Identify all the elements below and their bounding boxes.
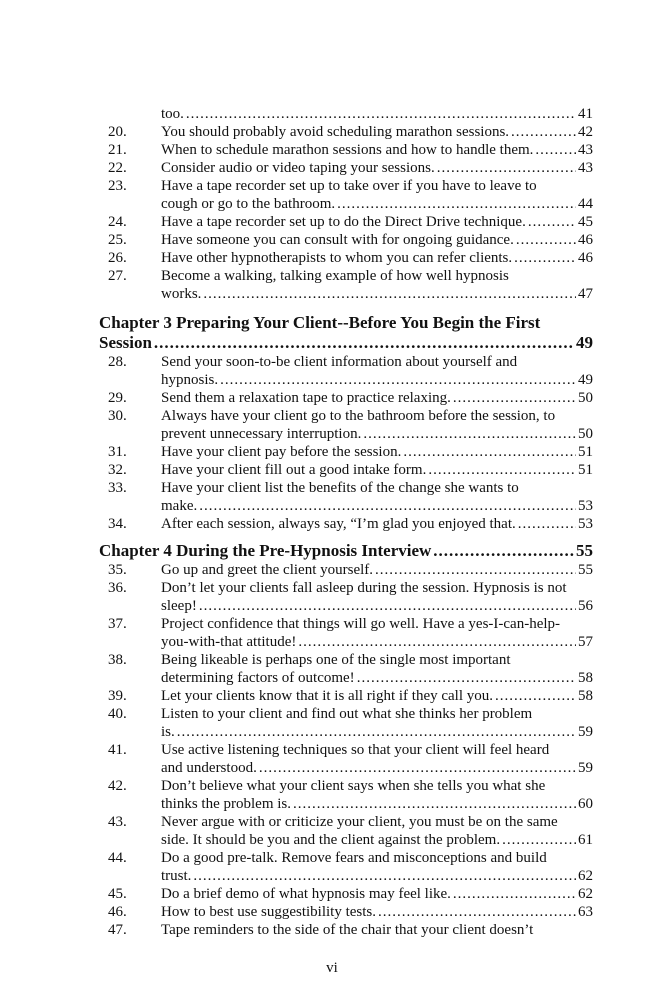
chapter-page-number: 55 <box>576 541 593 560</box>
entry-leader-line <box>161 159 593 177</box>
entry-text-line: make. <box>161 498 198 514</box>
entry-leader-line <box>161 795 593 813</box>
entry-number: 46. <box>108 904 127 920</box>
entry-text-line: Do a brief demo of what hypnosis may feel like. <box>161 886 451 902</box>
entry-page-number: 53 <box>578 498 593 514</box>
dot-leader <box>154 333 574 353</box>
entry-text-line: After each session, always say, “I’m glad you enjoyed that. <box>161 516 516 532</box>
entry-number: 37. <box>108 616 127 632</box>
entry-leader-line <box>161 867 593 885</box>
entry-number: 25. <box>108 232 127 248</box>
entry-number: 38. <box>108 652 127 668</box>
entry-page-number: 60 <box>578 796 593 812</box>
dot-leader <box>453 885 576 903</box>
dot-leader <box>293 795 576 813</box>
entry-text-line: cough or go to the bathroom. <box>161 196 336 212</box>
entry-text-line: When to schedule marathon sessions and how to handle them. <box>161 142 534 158</box>
entry-number: 22. <box>108 160 127 176</box>
entry-leader-line <box>161 723 593 741</box>
entry-leader-line <box>161 231 593 249</box>
dot-leader <box>193 867 576 885</box>
entry-page-number: 58 <box>578 670 593 686</box>
dot-leader <box>186 105 576 123</box>
entry-text-line: You should probably avoid scheduling marathon sessions. <box>161 124 510 140</box>
dot-leader <box>433 541 574 561</box>
entry-text-line: Send them a relaxation tape to practice relaxing. <box>161 390 451 406</box>
entry-leader-line <box>161 195 593 213</box>
dot-leader <box>259 759 576 777</box>
entry-text-line: Consider audio or video taping your sessions. <box>161 160 435 176</box>
entry-leader-line <box>161 213 593 231</box>
entry-page-number: 62 <box>578 886 593 902</box>
entry-text-line: Have someone you can consult with for ongoing guidance. <box>161 232 514 248</box>
entry-leader-line <box>161 371 593 389</box>
entry-text-line: Have other hypnotherapists to whom you can refer clients. <box>161 250 513 266</box>
entry-leader-line <box>161 633 593 651</box>
dot-leader <box>363 425 576 443</box>
dot-leader <box>511 123 576 141</box>
entry-number: 34. <box>108 516 127 532</box>
entry-text-line: Tape reminders to the side of the chair that your client doesn’t <box>161 922 534 938</box>
entry-text-line: Project confidence that things will go well. Have a yes-I-can-help- <box>161 616 561 632</box>
chapter-heading-text: Chapter 4 During the Pre-Hypnosis Interview <box>99 541 432 560</box>
dot-leader <box>502 831 576 849</box>
dot-leader <box>375 561 576 579</box>
entry-page-number: 45 <box>578 214 593 230</box>
entry-number: 31. <box>108 444 127 460</box>
entry-leader-line <box>161 903 593 921</box>
entry-leader-line <box>161 443 593 461</box>
entry-text-line: Have a tape recorder set up to do the Direct Drive technique. <box>161 214 526 230</box>
entry-leader-line <box>161 885 593 903</box>
entry-text-line: Don’t let your clients fall asleep during the session. Hypnosis is not <box>161 580 567 596</box>
entry-leader-line <box>161 425 593 443</box>
entry-text-line: works. <box>161 286 202 302</box>
entry-number: 40. <box>108 706 127 722</box>
entry-number: 44. <box>108 850 127 866</box>
entry-page-number: 51 <box>578 444 593 460</box>
entry-page-number: 43 <box>578 142 593 158</box>
entry-page-number: 63 <box>578 904 593 920</box>
entry-leader-line <box>161 123 593 141</box>
chapter-heading-text: Session <box>99 333 152 352</box>
entry-text-line: Don’t believe what your client says when she tells you what she <box>161 778 546 794</box>
entry-text-line: trust. <box>161 868 192 884</box>
entry-text-line: Become a walking, talking example of how well hypnosis <box>161 268 509 284</box>
entry-number: 35. <box>108 562 127 578</box>
dot-leader <box>518 515 576 533</box>
dot-leader <box>528 213 576 231</box>
entry-number: 24. <box>108 214 127 230</box>
entry-leader-line <box>161 831 593 849</box>
entry-text-line: Have a tape recorder set up to take over if you have to leave to <box>161 178 537 194</box>
entry-text-line: side. It should be you and the client against the problem. <box>161 832 501 848</box>
entry-number: 30. <box>108 408 127 424</box>
entry-page-number: 41 <box>578 106 593 122</box>
entry-text-line: Use active listening techniques so that your client will feel heard <box>161 742 550 758</box>
entry-page-number: 44 <box>578 196 593 212</box>
entry-number: 28. <box>108 354 127 370</box>
entry-page-number: 55 <box>578 562 593 578</box>
dot-leader <box>453 389 576 407</box>
entry-number: 41. <box>108 742 127 758</box>
dot-leader <box>495 687 576 705</box>
dot-leader <box>203 285 576 303</box>
entry-number: 36. <box>108 580 127 596</box>
entry-text-line: sleep! <box>161 598 197 614</box>
entry-number: 47. <box>108 922 127 938</box>
dot-leader <box>199 497 576 515</box>
entry-page-number: 56 <box>578 598 593 614</box>
entry-text-line: Do a good pre-talk. Remove fears and misconceptions and build <box>161 850 547 866</box>
entry-text-line: Listen to your client and find out what she thinks her problem <box>161 706 533 722</box>
entry-number: 27. <box>108 268 127 284</box>
entry-text-line: you-with-that attitude! <box>161 634 297 650</box>
entry-number: 29. <box>108 390 127 406</box>
dot-leader <box>403 443 576 461</box>
entry-leader-line <box>161 497 593 515</box>
entry-text-line: hypnosis. <box>161 372 219 388</box>
entry-page-number: 62 <box>578 868 593 884</box>
dot-leader <box>357 669 576 687</box>
entry-text-line: Send your soon-to-be client information about yourself and <box>161 354 518 370</box>
entry-leader-line <box>161 687 593 705</box>
dot-leader <box>177 723 576 741</box>
chapter-heading-leader[interactable] <box>99 333 593 353</box>
entry-number: 33. <box>108 480 127 496</box>
entry-page-number: 59 <box>578 760 593 776</box>
entry-text-line: Always have your client go to the bathroom before the session, to <box>161 408 556 424</box>
entry-leader-line <box>161 105 593 123</box>
entry-text-line: is. <box>161 724 175 740</box>
dot-leader <box>428 461 576 479</box>
entry-text-line: How to best use suggestibility tests. <box>161 904 376 920</box>
entry-leader-line <box>161 285 593 303</box>
dot-leader <box>298 633 576 651</box>
entry-number: 42. <box>108 778 127 794</box>
entry-page-number: 46 <box>578 232 593 248</box>
entry-text-line: Go up and greet the client yourself. <box>161 562 374 578</box>
entry-page-number: 49 <box>578 372 593 388</box>
entry-leader-line <box>161 561 593 579</box>
entry-number: 26. <box>108 250 127 266</box>
entry-number: 45. <box>108 886 127 902</box>
entry-page-number: 59 <box>578 724 593 740</box>
entry-number: 21. <box>108 142 127 158</box>
entry-text-line: Never argue with or criticize your client, you must be on the same <box>161 814 558 830</box>
entry-number: 39. <box>108 688 127 704</box>
chapter-page-number: 49 <box>576 333 593 352</box>
chapter-heading-leader[interactable] <box>99 541 593 561</box>
entry-leader-line <box>161 597 593 615</box>
dot-leader <box>337 195 576 213</box>
entry-leader-line <box>161 389 593 407</box>
entry-text-line: Have your client pay before the session. <box>161 444 402 460</box>
dot-leader <box>437 159 576 177</box>
entry-leader-line <box>161 141 593 159</box>
entry-page-number: 51 <box>578 462 593 478</box>
entry-text-line: Have your client list the benefits of the change she wants to <box>161 480 519 496</box>
dot-leader <box>199 597 576 615</box>
entry-leader-line <box>161 759 593 777</box>
dot-leader <box>516 231 576 249</box>
entry-number: 43. <box>108 814 127 830</box>
entry-page-number: 58 <box>578 688 593 704</box>
entry-page-number: 42 <box>578 124 593 140</box>
entry-text-line: determining factors of outcome! <box>161 670 355 686</box>
entry-text-line: Let your clients know that it is all right if they call you. <box>161 688 494 704</box>
entry-page-number: 47 <box>578 286 593 302</box>
page-number: vi <box>326 960 338 976</box>
entry-leader-line <box>161 669 593 687</box>
entry-page-number: 61 <box>578 832 593 848</box>
entry-leader-line <box>161 921 593 939</box>
dot-leader <box>220 371 576 389</box>
entry-page-number: 57 <box>578 634 593 650</box>
entry-text-line: and understood. <box>161 760 257 776</box>
entry-number: 20. <box>108 124 127 140</box>
dot-leader <box>514 249 576 267</box>
entry-page-number: 46 <box>578 250 593 266</box>
chapter-heading: Chapter 3 Preparing Your Client--Before You Begin the First <box>99 313 541 332</box>
entry-leader-line <box>161 461 593 479</box>
entry-leader-line <box>161 249 593 267</box>
dot-leader <box>535 141 576 159</box>
entry-page-number: 50 <box>578 426 593 442</box>
dot-leader <box>378 903 576 921</box>
entry-number: 32. <box>108 462 127 478</box>
entry-text-line: Have your client fill out a good intake form. <box>161 462 427 478</box>
entry-page-number: 50 <box>578 390 593 406</box>
entry-page-number: 43 <box>578 160 593 176</box>
entry-leader-line <box>161 515 593 533</box>
entry-page-number: 53 <box>578 516 593 532</box>
entry-text-line: prevent unnecessary interruption. <box>161 426 362 442</box>
entry-number: 23. <box>108 178 127 194</box>
entry-text-line: too. <box>161 106 184 122</box>
entry-text-line: Being likeable is perhaps one of the single most important <box>161 652 511 668</box>
entry-text-line: thinks the problem is. <box>161 796 291 812</box>
